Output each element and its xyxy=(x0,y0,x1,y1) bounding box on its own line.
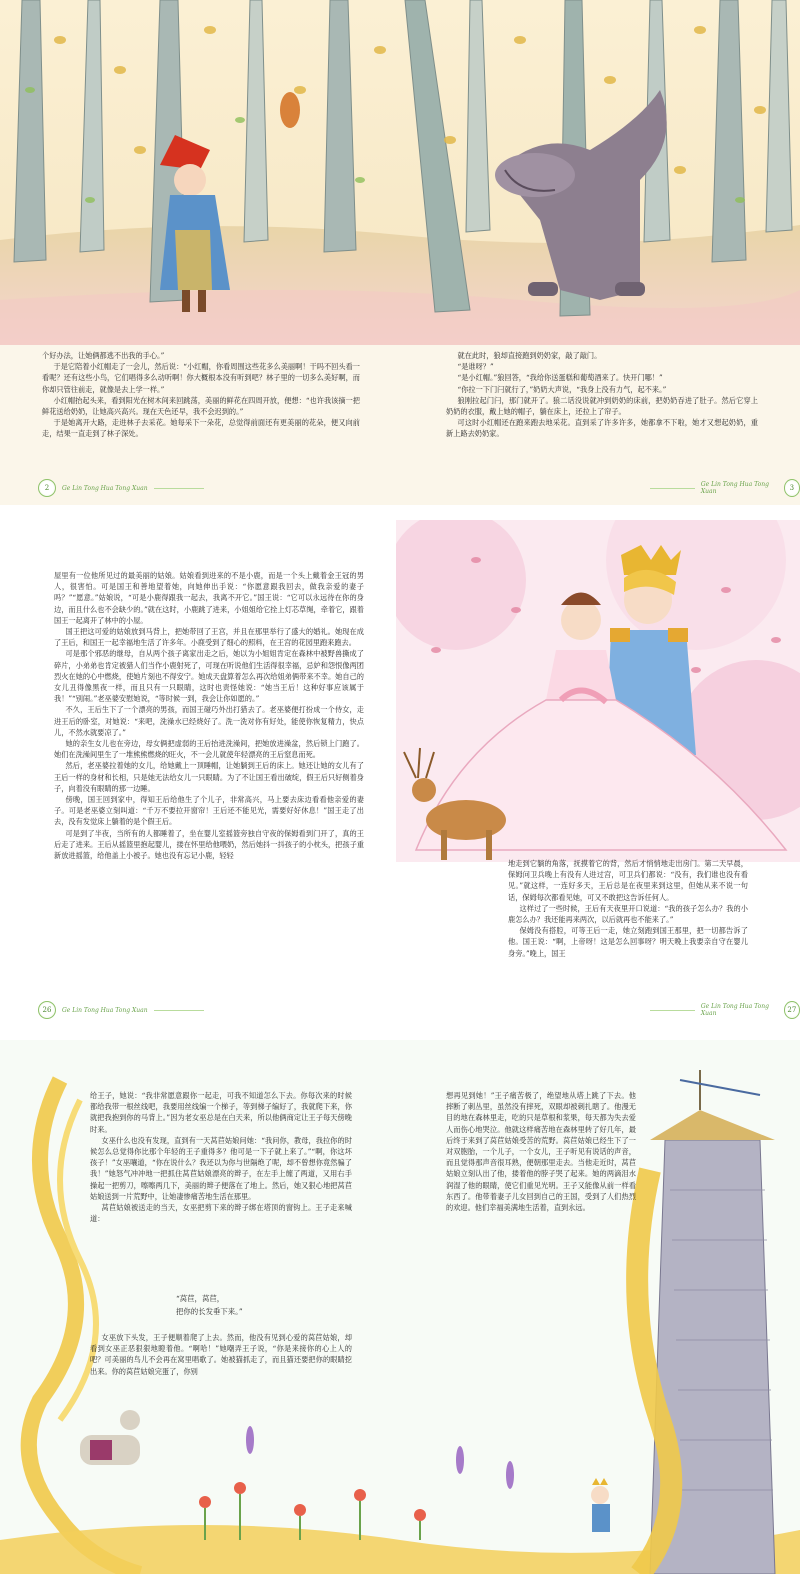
book-title: Ge Lin Tong Hua Tong Xuan xyxy=(62,1006,148,1014)
paragraph: 然后，老巫婆拉着她的女儿，给她戴上一顶睡帽，让她躺到王后的床上。她还让她的女儿有了王后一样的身材和长相，只是她无法给女儿一只眼睛。为了不让国王看出破绽，假王后只好侧着身子，向着没有眼睛的那一边睡。 xyxy=(54,761,364,793)
page-footer-left xyxy=(38,1000,204,1020)
spread-brother-and-sister xyxy=(0,510,800,1035)
paragraph: “是谁呀？” xyxy=(457,362,494,372)
spread-rapunzel xyxy=(0,1040,800,1574)
paragraph: 傍晚，国王回到家中，得知王后给他生了个儿子，非常高兴，马上要去床边看看他亲爱的妻子。可是老巫婆立刻叫道：“千万不要拉开窗帘！王后还不能见光，需要好好休息！”国王走了出去，没有发觉床上躺着的是个假王后。 xyxy=(54,795,364,827)
right-page-text xyxy=(446,350,758,440)
paragraph: 不久，王后生下了一个漂亮的男孩，而国王碰巧外出打猎去了。老巫婆便打扮成一个侍女，走进王后的卧室，对她说：“来吧，洗澡水已经烧好了。洗一洗对你有好处，能使你恢复精力，快点儿，不然水就要凉了。” xyxy=(54,705,364,737)
paragraph: 可这时小红帽还在跑来跑去地采花。直到采了许多许多，她都拿不下啦，她才又想起奶奶，重新上路去奶奶家。 xyxy=(446,418,758,439)
paragraph: 这样过了一些时候，王后有天夜里开口说道：“我的孩子怎么办？我的小鹿怎么办？我还能再来两次，以后就再也不能来了。” xyxy=(508,903,748,925)
page-number: 27 xyxy=(784,1001,800,1019)
paragraph: 国王把这可爱的姑娘放到马背上，把她带回了王宫，并且在那里举行了盛大的婚礼。她现在成了王后，和国王一起幸福地生活了许多年。小鹿受到了细心的照料，在王宫的花园里跑来跑去。 xyxy=(54,627,364,648)
vine-ornament xyxy=(154,488,204,489)
forest-illustration xyxy=(0,0,800,345)
paragraph: 屋里有一位他所见过的最美丽的姑娘。姑娘看到进来的不是小鹿，而是一个头上戴着金王冠的男人，很害怕。可是国王和善地望着她，向她伸出手说：“你愿意跟我回去，做我亲爱的妻子吗？”“愿意。”姑娘说，“可是小鹿得跟我一起去，我离不开它。”国王说：“它可以永远待在你的身边，而且什么也不会缺少的。”就在这时，小鹿跳了进来，小姐姐给它拴上灯芯草绳，牵着它，跟着国王一起离开了林中的小屋。 xyxy=(54,571,364,625)
paragraph: 狼刚拉起门闩，那门就开了。狼二话没说就冲到奶奶的床前，把奶奶吞进了肚子。然后它穿上奶奶的衣服，戴上她的帽子，躺在床上，还拉上了帘子。 xyxy=(446,395,758,417)
paragraph: 地走到它躺的角落，抚摸着它的背，然后才悄悄地走出房门。第二天早晨，保姆问卫兵晚上有没有人进过宫，可卫兵们都说：“没有，我们谁也没有看见。”就这样，一连好多天，王后总是在夜里来到这里，但她从来不说一句话，保姆每次都看见她，可又不敢把这告诉任何人。 xyxy=(508,859,748,902)
page-footer-left xyxy=(38,478,204,498)
book-title: Ge Lin Tong Hua Tong Xuan xyxy=(700,481,769,495)
wedding-scene xyxy=(396,520,800,862)
poem-line: 把你的长发垂下来。” xyxy=(176,1307,243,1316)
paragraph: 可是到了半夜，当所有的人都睡着了，坐在婴儿室摇篮旁独自守夜的保姆看到门开了，真的王后走了进来。王后从摇篮里抱起婴儿，搂在怀里给他喂奶，然后她抖一抖孩子的小枕头，把孩子重新放进摇篮，给他盖上小被子。她也没有忘记小鹿，轻轻 xyxy=(54,828,364,861)
paragraph: 她的亲生女儿也在旁边，母女俩把虚弱的王后抬进洗澡间，把她放进澡盆，然后锁上门跑了。她们在洗澡间里生了一堆熊熊燃烧的旺火，不一会儿就使年轻漂亮的王后窒息而死。 xyxy=(54,739,364,760)
left-page-text xyxy=(54,570,364,861)
vine-ornament xyxy=(650,1010,695,1011)
paragraph: 就在此时，狼却直接跑到奶奶家，敲了敲门。 xyxy=(457,351,602,360)
book-title: Ge Lin Tong Hua Tong Xuan xyxy=(700,1003,769,1017)
paragraph: “你拉一下门闩就行了，”奶奶大声说，“我身上没有力气，起不来。” xyxy=(457,384,667,394)
page-number: 2 xyxy=(38,479,56,497)
paragraph: 可是那个邪恶的继母，自从两个孩子离家出走之后，她以为小姐姐肯定在森林中被野兽撕成了碎片，小弟弟也肯定被猎人们当作小鹿射死了，可现在听说他们生活得很幸福，忌妒和怨恨像两团烈火在她的心中燃烧，使她片刻也不得安宁。她成天盘算着怎么再次给姐弟俩带来不幸。她自己的女儿丑得像黑夜一样，而且只有一只眼睛，这时也责怪她说：“她当王后！这种好事应该属于我！”“别闹。”老巫婆安慰她说，“等时候一到，我会让你如愿的。” xyxy=(54,649,364,704)
right-page-text xyxy=(446,1090,636,1213)
paragraph: 于是她离开大路，走进林子去采花。她每采下一朵花，总觉得前面还有更美丽的花朵，便又向前走，结果一直走到了林子深处。 xyxy=(42,418,360,439)
right-page-text xyxy=(508,858,748,959)
paragraph: 个好办法，让她俩都逃不出我的手心。” xyxy=(42,351,165,360)
vine-ornament xyxy=(154,1010,204,1011)
paragraph: “是小红帽。”狼回答，“我给你送蛋糕和葡萄酒来了。快开门哪！” xyxy=(457,373,663,383)
vine-ornament xyxy=(650,488,695,489)
paragraph: 想再见到她！”王子痛苦极了，绝望地从塔上跳了下去。他摔断了刺丛里，虽然没有摔死，双眼却被刺扎瞎了。他漫无目的地在森林里走，吃的只是草根和浆果，每天都为失去爱人而伤心地哭泣。他就这样痛苦地在森林里转了好几年，最后终于来到了莴苣姑娘受苦的荒野。莴苣姑娘已经生下了一对双胞胎，一个儿子，一个女儿，王子听见有说话的声音，而且觉得那声音很耳熟，便朝那里走去。当他走近时，莴苣姑娘立刻认出了他，搂着他的脖子哭了起来。她的两滴泪水润湿了他的眼睛，使它们重见光明。王子又能像从前一样看东西了。他带着妻子儿女回到自己的王国，受到了人们热烈的欢迎。他们幸福美满地生活着，直到永远。 xyxy=(446,1091,636,1213)
poem-line: “莴苣，莴苣， xyxy=(176,1294,225,1303)
paragraph: 女巫放下头发，王子便顺着爬了上去。然而，他没有见到心爱的莴苣姑娘，却看到女巫正恶狠狠地瞪着他。“啊哈！”她嘲弄王子说，“你是来接你的心上人的吧？可美丽的鸟儿不会再在窝里唱歌了。她被猫抓走了，而且猫还要把你的眼睛挖出来。你的莴苣姑娘完蛋了，你别 xyxy=(90,1333,352,1376)
page-footer-right xyxy=(650,478,800,498)
paragraph: 女巫什么也没有发现，直到有一天莴苣姑娘问她：“我问你，教母，我拉你的时候怎么总觉得你比那个年轻的王子重得多？他可是一下子就上来了。”“啊，你这坏孩子！”女巫嚷道，“你在说什么？我还以为你与世隔绝了呢，却不曾想你竟然骗了我！”她怒气冲冲地一把抓住莴苣姑娘漂亮的辫子，在左手上缠了两道，又用右手操起一把剪刀，嚓嚓两几下，美丽的辫子便落在了地上。然后，她又狠心地把莴苣姑娘送到一片荒野中，让她凄惨痛苦地生活在那里。 xyxy=(90,1135,352,1201)
paragraph: 小红帽抬起头来，看到阳光在树木间来回跳荡，美丽的鲜花在四周开放，便想：“也许我该摘一把鲜花送给奶奶，让她高兴高兴。现在天色还早，我不会迟到的。” xyxy=(42,395,360,417)
poem-verse xyxy=(176,1292,243,1318)
left-page-text-continued xyxy=(90,1332,352,1377)
page-number: 3 xyxy=(784,479,800,497)
spread-little-red-riding-hood xyxy=(0,0,800,505)
page-footer-right xyxy=(650,1000,800,1020)
page-number: 26 xyxy=(38,1001,56,1019)
book-title: Ge Lin Tong Hua Tong Xuan xyxy=(62,484,148,492)
left-page-text xyxy=(42,350,360,440)
left-page-text xyxy=(90,1090,352,1224)
royal-wedding-illustration xyxy=(396,520,800,862)
paragraph: 莴苣姑娘被送走的当天，女巫把剪下来的辫子绑在塔顶的窗钩上。王子走来喊道： xyxy=(90,1203,352,1224)
forest-scene xyxy=(0,0,800,345)
paragraph: 于是它陪着小红帽走了一会儿，然后说：“小红帽，你看周围这些花多么美丽啊！干吗不回头看一看呢？还有这些小鸟，它们唱得多么动听啊！你大概根本没有听到吧？林子里的一切多么美好啊，而你却只管往前走，就像是去上学一样。” xyxy=(42,362,360,394)
paragraph: 保姆没有搭腔，可等王后一走，她立刻跑到国王那里，把一切都告诉了他。国王说：“啊，上帝呀！这是怎么回事呀？明天晚上我要亲自守在婴儿身旁。”晚上，国王 xyxy=(508,926,748,958)
paragraph: 给王子，她说：“我非常愿意跟你一起走，可我不知道怎么下去。你每次来的时候都给我带一根丝线吧，我要用丝线编一个梯子，等到梯子编好了，我就爬下来，你就把我抱到你的马背上。”因为老女巫总是在白天来，所以他俩商定让王子每天傍晚时来。 xyxy=(90,1091,352,1134)
